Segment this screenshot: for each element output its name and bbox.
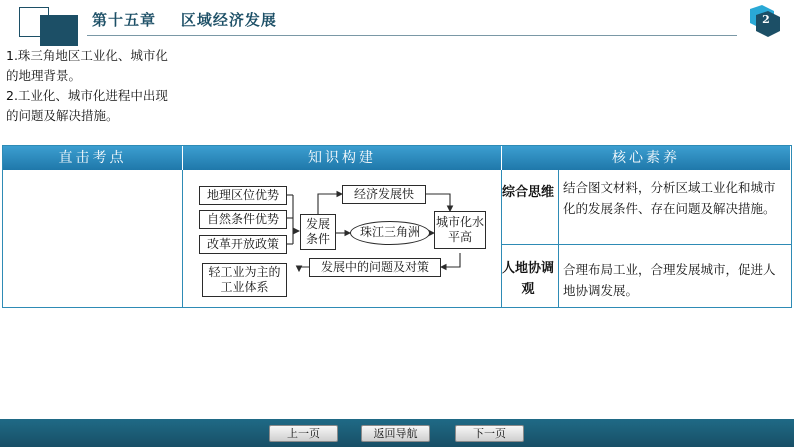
high-urbanization: 城市化水平高 [434, 211, 486, 249]
header-decor-block [40, 15, 78, 46]
literacy-name-2: 人地协调观 [501, 261, 554, 297]
factor-location: 地理区位优势 [199, 186, 287, 205]
header-exam-points: 直击考点 [3, 146, 182, 170]
exam-point-item: 1.珠三角地区工业化、城市化的地理背景。 [6, 48, 168, 83]
page-title [92, 9, 277, 30]
column-divider [558, 170, 559, 307]
knowledge-diagram [190, 181, 490, 301]
page-number: 2 [762, 13, 770, 26]
next-page-button[interactable]: 下一页 [455, 425, 524, 442]
problems-and-countermeasures: 发展中的问题及对策 [309, 258, 441, 277]
back-to-nav-button[interactable]: 返回导航 [361, 425, 430, 442]
literacy-desc-1: 结合图文材料，分析区域工业化和城市化的发展条件、存在问题及解决措施。 [563, 180, 776, 216]
literacy-desc-2: 合理布局工业，合理发展城市，促进人地协调发展。 [563, 262, 776, 298]
column-divider [182, 170, 183, 307]
prev-page-button[interactable]: 上一页 [269, 425, 338, 442]
factor-natural: 自然条件优势 [199, 210, 287, 229]
header-rule [87, 35, 737, 36]
exam-point-item: 2.工业化、城市化进程中出现的问题及解决措施。 [6, 88, 168, 123]
exam-points-list [6, 46, 178, 126]
chapter-label: 第十五章 [92, 11, 157, 29]
development-conditions: 发展条件 [300, 214, 336, 250]
rapid-economic-growth: 经济发展快 [342, 185, 426, 204]
row-divider [501, 244, 791, 245]
light-industry-system: 轻工业为主的工业体系 [202, 263, 287, 297]
chapter-title: 区域经济发展 [180, 11, 277, 29]
pearl-river-delta: 珠江三角洲 [350, 221, 430, 245]
literacy-name-1: 综合思维 [501, 185, 554, 200]
factor-policy: 改革开放政策 [199, 235, 287, 254]
header-knowledge-structure: 知识构建 [183, 146, 501, 170]
header-core-literacy: 核心素养 [502, 146, 790, 170]
